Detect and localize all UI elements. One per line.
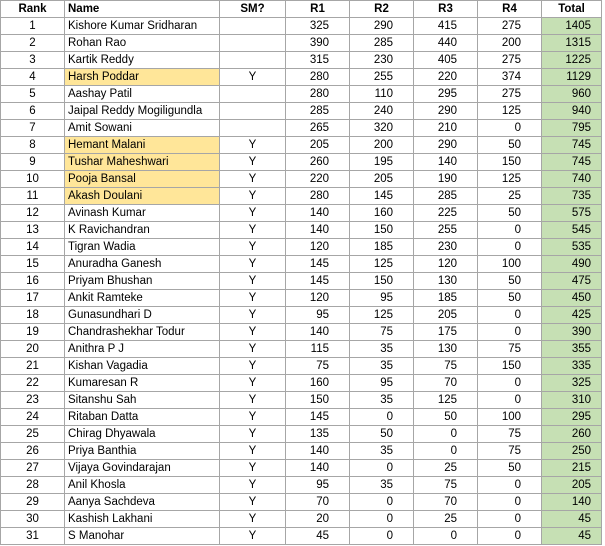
total-cell[interactable]: 1129 xyxy=(542,69,602,86)
sm-cell[interactable] xyxy=(220,18,286,35)
rank-cell[interactable]: 29 xyxy=(1,494,65,511)
r1-cell[interactable]: 45 xyxy=(286,528,350,545)
r3-cell[interactable]: 185 xyxy=(414,290,478,307)
total-cell[interactable]: 535 xyxy=(542,239,602,256)
r4-cell[interactable]: 0 xyxy=(478,324,542,341)
header-r4[interactable]: R4 xyxy=(478,1,542,18)
header-name[interactable]: Name xyxy=(65,1,220,18)
r2-cell[interactable]: 205 xyxy=(350,171,414,188)
r3-cell[interactable]: 0 xyxy=(414,426,478,443)
rank-cell[interactable]: 1 xyxy=(1,18,65,35)
sm-cell[interactable]: Y xyxy=(220,256,286,273)
table-row xyxy=(1,52,602,69)
rank-cell[interactable]: 13 xyxy=(1,222,65,239)
sm-cell[interactable] xyxy=(220,103,286,120)
total-cell[interactable]: 795 xyxy=(542,120,602,137)
r4-cell[interactable]: 75 xyxy=(478,426,542,443)
sm-cell[interactable] xyxy=(220,35,286,52)
rank-cell[interactable]: 14 xyxy=(1,239,65,256)
sm-cell[interactable] xyxy=(220,120,286,137)
sm-cell[interactable]: Y xyxy=(220,188,286,205)
sm-cell[interactable]: Y xyxy=(220,69,286,86)
rank-cell[interactable]: 12 xyxy=(1,205,65,222)
sm-cell[interactable]: Y xyxy=(220,494,286,511)
r4-cell[interactable]: 0 xyxy=(478,307,542,324)
r2-cell[interactable]: 50 xyxy=(350,426,414,443)
r1-cell[interactable]: 260 xyxy=(286,154,350,171)
r3-cell[interactable]: 75 xyxy=(414,477,478,494)
r3-cell[interactable]: 50 xyxy=(414,409,478,426)
sm-cell[interactable]: Y xyxy=(220,273,286,290)
r1-cell[interactable]: 325 xyxy=(286,18,350,35)
r3-cell[interactable]: 440 xyxy=(414,35,478,52)
r2-cell[interactable]: 0 xyxy=(350,494,414,511)
table-row xyxy=(1,137,602,154)
name-cell[interactable]: Kumaresan R xyxy=(65,375,220,392)
r1-cell[interactable]: 140 xyxy=(286,205,350,222)
rank-cell[interactable]: 20 xyxy=(1,341,65,358)
table-row xyxy=(1,18,602,35)
r1-cell[interactable]: 140 xyxy=(286,324,350,341)
r2-cell[interactable]: 200 xyxy=(350,137,414,154)
r1-cell[interactable]: 115 xyxy=(286,341,350,358)
r1-cell[interactable]: 140 xyxy=(286,460,350,477)
r3-cell[interactable]: 125 xyxy=(414,392,478,409)
sm-cell[interactable]: Y xyxy=(220,511,286,528)
sm-cell[interactable]: Y xyxy=(220,307,286,324)
total-cell[interactable]: 450 xyxy=(542,290,602,307)
sm-cell[interactable]: Y xyxy=(220,239,286,256)
r4-cell[interactable]: 0 xyxy=(478,239,542,256)
total-cell[interactable]: 325 xyxy=(542,375,602,392)
r3-cell[interactable]: 140 xyxy=(414,154,478,171)
r4-cell[interactable]: 150 xyxy=(478,154,542,171)
name-cell[interactable]: Gunasundhari D xyxy=(65,307,220,324)
table-row xyxy=(1,188,602,205)
r3-cell[interactable]: 295 xyxy=(414,86,478,103)
r2-cell[interactable]: 35 xyxy=(350,392,414,409)
name-cell[interactable]: Aashay Patil xyxy=(65,86,220,103)
r4-cell[interactable]: 25 xyxy=(478,188,542,205)
r2-cell[interactable]: 240 xyxy=(350,103,414,120)
name-cell[interactable]: Akash Doulani xyxy=(65,188,220,205)
total-cell[interactable]: 140 xyxy=(542,494,602,511)
r1-cell[interactable]: 145 xyxy=(286,256,350,273)
rank-cell[interactable]: 8 xyxy=(1,137,65,154)
r1-cell[interactable]: 120 xyxy=(286,290,350,307)
r4-cell[interactable]: 0 xyxy=(478,375,542,392)
r3-cell[interactable]: 220 xyxy=(414,69,478,86)
r3-cell[interactable]: 25 xyxy=(414,460,478,477)
rank-cell[interactable]: 11 xyxy=(1,188,65,205)
r3-cell[interactable]: 70 xyxy=(414,494,478,511)
r2-cell[interactable]: 320 xyxy=(350,120,414,137)
table-row xyxy=(1,222,602,239)
sm-cell[interactable]: Y xyxy=(220,460,286,477)
sm-cell[interactable] xyxy=(220,86,286,103)
name-cell[interactable]: S Manohar xyxy=(65,528,220,545)
r4-cell[interactable]: 50 xyxy=(478,137,542,154)
rank-cell[interactable]: 26 xyxy=(1,443,65,460)
r1-cell[interactable]: 140 xyxy=(286,222,350,239)
name-cell[interactable]: Kishore Kumar Sridharan xyxy=(65,18,220,35)
rank-cell[interactable]: 27 xyxy=(1,460,65,477)
table-row xyxy=(1,290,602,307)
total-cell[interactable]: 745 xyxy=(542,154,602,171)
r2-cell[interactable]: 35 xyxy=(350,341,414,358)
table-body xyxy=(1,18,602,545)
total-cell[interactable]: 205 xyxy=(542,477,602,494)
table-row xyxy=(1,35,602,52)
r4-cell[interactable]: 374 xyxy=(478,69,542,86)
table-row xyxy=(1,392,602,409)
rank-cell[interactable]: 21 xyxy=(1,358,65,375)
header-r2[interactable]: R2 xyxy=(350,1,414,18)
total-cell[interactable]: 335 xyxy=(542,358,602,375)
table-row xyxy=(1,205,602,222)
total-cell[interactable]: 310 xyxy=(542,392,602,409)
sm-cell[interactable]: Y xyxy=(220,528,286,545)
r4-cell[interactable]: 75 xyxy=(478,341,542,358)
r4-cell[interactable]: 50 xyxy=(478,460,542,477)
r1-cell[interactable]: 145 xyxy=(286,409,350,426)
header-rank[interactable]: Rank xyxy=(1,1,65,18)
r2-cell[interactable]: 0 xyxy=(350,511,414,528)
rank-cell[interactable]: 17 xyxy=(1,290,65,307)
r4-cell[interactable]: 0 xyxy=(478,477,542,494)
name-cell[interactable]: Harsh Poddar xyxy=(65,69,220,86)
total-cell[interactable]: 940 xyxy=(542,103,602,120)
r3-cell[interactable]: 290 xyxy=(414,137,478,154)
header-sm[interactable]: SM? xyxy=(220,1,286,18)
table-row xyxy=(1,477,602,494)
r1-cell[interactable]: 280 xyxy=(286,188,350,205)
name-cell[interactable]: Pooja Bansal xyxy=(65,171,220,188)
name-cell[interactable]: Amit Sowani xyxy=(65,120,220,137)
r4-cell[interactable]: 275 xyxy=(478,18,542,35)
r1-cell[interactable]: 285 xyxy=(286,103,350,120)
r1-cell[interactable]: 280 xyxy=(286,86,350,103)
rank-cell[interactable]: 16 xyxy=(1,273,65,290)
rank-cell[interactable]: 15 xyxy=(1,256,65,273)
name-cell[interactable]: Vijaya Govindarajan xyxy=(65,460,220,477)
name-cell[interactable]: Avinash Kumar xyxy=(65,205,220,222)
total-cell[interactable]: 260 xyxy=(542,426,602,443)
sm-cell[interactable]: Y xyxy=(220,341,286,358)
r3-cell[interactable]: 130 xyxy=(414,273,478,290)
table-row xyxy=(1,443,602,460)
name-cell[interactable]: Priya Banthia xyxy=(65,443,220,460)
table-row xyxy=(1,120,602,137)
r4-cell[interactable]: 0 xyxy=(478,392,542,409)
sm-cell[interactable]: Y xyxy=(220,426,286,443)
name-cell[interactable]: Anuradha Ganesh xyxy=(65,256,220,273)
r3-cell[interactable]: 25 xyxy=(414,511,478,528)
total-cell[interactable]: 390 xyxy=(542,324,602,341)
r1-cell[interactable]: 150 xyxy=(286,392,350,409)
table-row xyxy=(1,341,602,358)
total-cell[interactable]: 215 xyxy=(542,460,602,477)
r2-cell[interactable]: 35 xyxy=(350,443,414,460)
header-total[interactable]: Total xyxy=(542,1,602,18)
table-row xyxy=(1,171,602,188)
r1-cell[interactable]: 145 xyxy=(286,273,350,290)
table-row xyxy=(1,307,602,324)
r4-cell[interactable]: 275 xyxy=(478,52,542,69)
total-cell[interactable]: 745 xyxy=(542,137,602,154)
r1-cell[interactable]: 95 xyxy=(286,477,350,494)
table-row xyxy=(1,69,602,86)
r4-cell[interactable]: 125 xyxy=(478,103,542,120)
r3-cell[interactable]: 190 xyxy=(414,171,478,188)
r3-cell[interactable]: 0 xyxy=(414,528,478,545)
total-cell[interactable]: 475 xyxy=(542,273,602,290)
total-cell[interactable]: 425 xyxy=(542,307,602,324)
r4-cell[interactable]: 50 xyxy=(478,273,542,290)
table-row xyxy=(1,154,602,171)
r3-cell[interactable]: 285 xyxy=(414,188,478,205)
name-cell[interactable]: Tushar Maheshwari xyxy=(65,154,220,171)
r1-cell[interactable]: 75 xyxy=(286,358,350,375)
table-row xyxy=(1,375,602,392)
r4-cell[interactable]: 0 xyxy=(478,528,542,545)
total-cell[interactable]: 545 xyxy=(542,222,602,239)
r1-cell[interactable]: 95 xyxy=(286,307,350,324)
total-cell[interactable]: 45 xyxy=(542,528,602,545)
name-cell[interactable]: Ritaban Datta xyxy=(65,409,220,426)
name-cell[interactable]: Sitanshu Sah xyxy=(65,392,220,409)
sm-cell[interactable]: Y xyxy=(220,358,286,375)
r2-cell[interactable]: 255 xyxy=(350,69,414,86)
table-row xyxy=(1,324,602,341)
table-row xyxy=(1,239,602,256)
rank-cell[interactable]: 19 xyxy=(1,324,65,341)
r3-cell[interactable]: 70 xyxy=(414,375,478,392)
r2-cell[interactable]: 195 xyxy=(350,154,414,171)
sm-cell[interactable] xyxy=(220,52,286,69)
r4-cell[interactable]: 0 xyxy=(478,494,542,511)
r1-cell[interactable]: 390 xyxy=(286,35,350,52)
r2-cell[interactable]: 125 xyxy=(350,307,414,324)
total-cell[interactable]: 1315 xyxy=(542,35,602,52)
r2-cell[interactable]: 0 xyxy=(350,528,414,545)
name-cell[interactable]: Rohan Rao xyxy=(65,35,220,52)
r2-cell[interactable]: 185 xyxy=(350,239,414,256)
name-cell[interactable]: Kashish Lakhani xyxy=(65,511,220,528)
name-cell[interactable]: Ankit Ramteke xyxy=(65,290,220,307)
r3-cell[interactable]: 120 xyxy=(414,256,478,273)
sm-cell[interactable]: Y xyxy=(220,392,286,409)
table-row xyxy=(1,511,602,528)
r1-cell[interactable]: 280 xyxy=(286,69,350,86)
rank-cell[interactable]: 6 xyxy=(1,103,65,120)
r4-cell[interactable]: 100 xyxy=(478,409,542,426)
r2-cell[interactable]: 150 xyxy=(350,273,414,290)
total-cell[interactable]: 490 xyxy=(542,256,602,273)
table-row xyxy=(1,358,602,375)
rank-cell[interactable]: 30 xyxy=(1,511,65,528)
total-cell[interactable]: 740 xyxy=(542,171,602,188)
rank-cell[interactable]: 23 xyxy=(1,392,65,409)
rank-cell[interactable]: 9 xyxy=(1,154,65,171)
r3-cell[interactable]: 405 xyxy=(414,52,478,69)
rank-cell[interactable]: 31 xyxy=(1,528,65,545)
r1-cell[interactable]: 160 xyxy=(286,375,350,392)
header-row xyxy=(1,1,602,18)
table-row xyxy=(1,426,602,443)
r2-cell[interactable]: 0 xyxy=(350,460,414,477)
r2-cell[interactable]: 150 xyxy=(350,222,414,239)
r2-cell[interactable]: 145 xyxy=(350,188,414,205)
total-cell[interactable]: 575 xyxy=(542,205,602,222)
name-cell[interactable]: Chirag Dhyawala xyxy=(65,426,220,443)
r2-cell[interactable]: 125 xyxy=(350,256,414,273)
r4-cell[interactable]: 50 xyxy=(478,205,542,222)
sm-cell[interactable]: Y xyxy=(220,154,286,171)
name-cell[interactable]: K Ravichandran xyxy=(65,222,220,239)
sm-cell[interactable]: Y xyxy=(220,409,286,426)
sm-cell[interactable]: Y xyxy=(220,290,286,307)
total-cell[interactable]: 250 xyxy=(542,443,602,460)
total-cell[interactable]: 735 xyxy=(542,188,602,205)
total-cell[interactable]: 295 xyxy=(542,409,602,426)
sm-cell[interactable]: Y xyxy=(220,171,286,188)
r4-cell[interactable]: 200 xyxy=(478,35,542,52)
r2-cell[interactable]: 75 xyxy=(350,324,414,341)
table-row xyxy=(1,103,602,120)
name-cell[interactable]: Kartik Reddy xyxy=(65,52,220,69)
r1-cell[interactable]: 220 xyxy=(286,171,350,188)
r1-cell[interactable]: 120 xyxy=(286,239,350,256)
r3-cell[interactable]: 210 xyxy=(414,120,478,137)
name-cell[interactable]: Kishan Vagadia xyxy=(65,358,220,375)
r3-cell[interactable]: 175 xyxy=(414,324,478,341)
table-row xyxy=(1,528,602,545)
table-row xyxy=(1,273,602,290)
r1-cell[interactable]: 315 xyxy=(286,52,350,69)
name-cell[interactable]: Jaipal Reddy Mogiligundla xyxy=(65,103,220,120)
r4-cell[interactable]: 50 xyxy=(478,290,542,307)
r2-cell[interactable]: 35 xyxy=(350,358,414,375)
r2-cell[interactable]: 95 xyxy=(350,290,414,307)
r4-cell[interactable]: 0 xyxy=(478,120,542,137)
r4-cell[interactable]: 75 xyxy=(478,443,542,460)
r2-cell[interactable]: 290 xyxy=(350,18,414,35)
r2-cell[interactable]: 0 xyxy=(350,409,414,426)
total-cell[interactable]: 960 xyxy=(542,86,602,103)
table-row xyxy=(1,86,602,103)
sm-cell[interactable]: Y xyxy=(220,222,286,239)
rank-cell[interactable]: 28 xyxy=(1,477,65,494)
r4-cell[interactable]: 275 xyxy=(478,86,542,103)
total-cell[interactable]: 1225 xyxy=(542,52,602,69)
r2-cell[interactable]: 160 xyxy=(350,205,414,222)
rank-cell[interactable]: 22 xyxy=(1,375,65,392)
table-row xyxy=(1,494,602,511)
r1-cell[interactable]: 265 xyxy=(286,120,350,137)
table-row xyxy=(1,409,602,426)
r4-cell[interactable]: 0 xyxy=(478,222,542,239)
r3-cell[interactable]: 205 xyxy=(414,307,478,324)
rank-cell[interactable]: 24 xyxy=(1,409,65,426)
r3-cell[interactable]: 290 xyxy=(414,103,478,120)
sm-cell[interactable]: Y xyxy=(220,477,286,494)
total-cell[interactable]: 45 xyxy=(542,511,602,528)
total-cell[interactable]: 355 xyxy=(542,341,602,358)
name-cell[interactable]: Chandrashekhar Todur xyxy=(65,324,220,341)
r3-cell[interactable]: 130 xyxy=(414,341,478,358)
r3-cell[interactable]: 255 xyxy=(414,222,478,239)
r2-cell[interactable]: 230 xyxy=(350,52,414,69)
rank-cell[interactable]: 10 xyxy=(1,171,65,188)
rank-cell[interactable]: 5 xyxy=(1,86,65,103)
name-cell[interactable]: Tigran Wadia xyxy=(65,239,220,256)
r2-cell[interactable]: 35 xyxy=(350,477,414,494)
r1-cell[interactable]: 135 xyxy=(286,426,350,443)
r4-cell[interactable]: 100 xyxy=(478,256,542,273)
table-row xyxy=(1,256,602,273)
r3-cell[interactable]: 75 xyxy=(414,358,478,375)
sm-cell[interactable]: Y xyxy=(220,375,286,392)
r4-cell[interactable]: 0 xyxy=(478,511,542,528)
rank-cell[interactable]: 25 xyxy=(1,426,65,443)
header-r3[interactable]: R3 xyxy=(414,1,478,18)
total-cell[interactable]: 1405 xyxy=(542,18,602,35)
rank-cell[interactable]: 3 xyxy=(1,52,65,69)
r3-cell[interactable]: 415 xyxy=(414,18,478,35)
name-cell[interactable]: Aanya Sachdeva xyxy=(65,494,220,511)
name-cell[interactable]: Hemant Malani xyxy=(65,137,220,154)
r2-cell[interactable]: 110 xyxy=(350,86,414,103)
r2-cell[interactable]: 95 xyxy=(350,375,414,392)
header-r1[interactable]: R1 xyxy=(286,1,350,18)
sm-cell[interactable]: Y xyxy=(220,205,286,222)
r2-cell[interactable]: 285 xyxy=(350,35,414,52)
r3-cell[interactable]: 230 xyxy=(414,239,478,256)
r3-cell[interactable]: 225 xyxy=(414,205,478,222)
sm-cell[interactable]: Y xyxy=(220,443,286,460)
r1-cell[interactable]: 205 xyxy=(286,137,350,154)
name-cell[interactable]: Anithra P J xyxy=(65,341,220,358)
rank-cell[interactable]: 2 xyxy=(1,35,65,52)
rank-cell[interactable]: 18 xyxy=(1,307,65,324)
r1-cell[interactable]: 140 xyxy=(286,443,350,460)
r3-cell[interactable]: 0 xyxy=(414,443,478,460)
sm-cell[interactable]: Y xyxy=(220,324,286,341)
r1-cell[interactable]: 70 xyxy=(286,494,350,511)
rank-cell[interactable]: 4 xyxy=(1,69,65,86)
r4-cell[interactable]: 150 xyxy=(478,358,542,375)
name-cell[interactable]: Priyam Bhushan xyxy=(65,273,220,290)
r4-cell[interactable]: 125 xyxy=(478,171,542,188)
sm-cell[interactable]: Y xyxy=(220,137,286,154)
table-row xyxy=(1,460,602,477)
r1-cell[interactable]: 20 xyxy=(286,511,350,528)
rank-cell[interactable]: 7 xyxy=(1,120,65,137)
name-cell[interactable]: Anil Khosla xyxy=(65,477,220,494)
